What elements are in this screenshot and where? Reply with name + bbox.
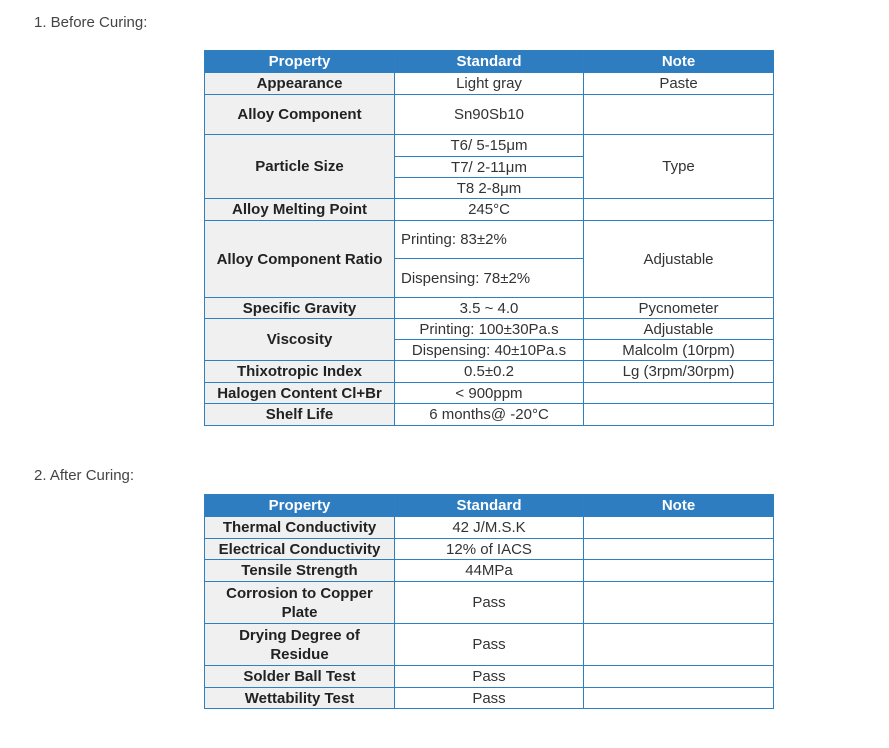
property-cell: Halogen Content Cl+Br: [205, 383, 395, 404]
table-row: [205, 666, 774, 688]
column-header-property: Property: [205, 495, 395, 517]
standard-cell: 0.5±0.2: [395, 361, 584, 383]
standard-cell: T7/ 2-11μm: [395, 157, 584, 178]
property-cell: Specific Gravity: [205, 298, 395, 319]
table-row: [205, 221, 774, 259]
note-cell: [584, 666, 774, 688]
table-row: [205, 199, 774, 221]
table-row: [205, 404, 774, 426]
standard-cell: 44MPa: [395, 560, 584, 582]
standard-cell: Dispensing: 40±10Pa.s: [395, 340, 584, 361]
note-cell: [584, 539, 774, 560]
note-cell: Type: [584, 135, 774, 199]
note-cell: [584, 95, 774, 135]
property-cell: Thermal Conductivity: [205, 517, 395, 539]
note-cell: [584, 582, 774, 624]
standard-cell: Pass: [395, 688, 584, 709]
after-curing-heading: 2. After Curing:: [34, 467, 135, 484]
standard-cell: Pass: [395, 624, 584, 666]
property-cell: Corrosion to Copper Plate: [205, 582, 395, 624]
note-cell: [584, 560, 774, 582]
standard-cell: 12% of IACS: [395, 539, 584, 560]
standard-cell: Printing: 83±2%: [395, 221, 584, 259]
standard-cell: Dispensing: 78±2%: [395, 259, 584, 298]
table-row: [205, 361, 774, 383]
table-row: [205, 517, 774, 539]
property-cell: Tensile Strength: [205, 560, 395, 582]
standard-cell: Sn90Sb10: [395, 95, 584, 135]
note-cell: [584, 624, 774, 666]
table-row: [205, 688, 774, 709]
property-cell: Particle Size: [205, 135, 395, 199]
standard-cell: Light gray: [395, 73, 584, 95]
before-curing-heading: 1. Before Curing:: [34, 14, 148, 31]
table-row: [205, 383, 774, 404]
standard-cell: T8 2-8μm: [395, 178, 584, 199]
property-cell: Alloy Melting Point: [205, 199, 395, 221]
property-cell: Drying Degree of Residue: [205, 624, 395, 666]
table-row: [205, 624, 774, 666]
property-cell: Viscosity: [205, 319, 395, 361]
standard-cell: 6 months@ -20°C: [395, 404, 584, 426]
before-curing-table: [204, 50, 774, 426]
standard-cell: < 900ppm: [395, 383, 584, 404]
note-cell: [584, 199, 774, 221]
note-cell: Malcolm (10rpm): [584, 340, 774, 361]
table-row: [205, 560, 774, 582]
note-cell: Adjustable: [584, 319, 774, 340]
standard-cell: Pass: [395, 582, 584, 624]
standard-cell: Printing: 100±30Pa.s: [395, 319, 584, 340]
property-cell: Solder Ball Test: [205, 666, 395, 688]
table-row: [205, 319, 774, 340]
table-row: [205, 135, 774, 157]
column-header-note: Note: [584, 51, 774, 73]
standard-cell: 245°C: [395, 199, 584, 221]
note-cell: [584, 383, 774, 404]
table-header-row: [205, 495, 774, 517]
column-header-standard: Standard: [395, 51, 584, 73]
table-row: [205, 95, 774, 135]
standard-cell: Pass: [395, 666, 584, 688]
column-header-standard: Standard: [395, 495, 584, 517]
table-row: [205, 73, 774, 95]
note-cell: Paste: [584, 73, 774, 95]
property-cell: Shelf Life: [205, 404, 395, 426]
note-cell: [584, 404, 774, 426]
note-cell: Adjustable: [584, 221, 774, 298]
table-row: [205, 582, 774, 624]
note-cell: Lg (3rpm/30rpm): [584, 361, 774, 383]
column-header-property: Property: [205, 51, 395, 73]
property-cell: Alloy Component: [205, 95, 395, 135]
table-row: [205, 298, 774, 319]
property-cell: Appearance: [205, 73, 395, 95]
property-cell: Wettability Test: [205, 688, 395, 709]
standard-cell: 42 J/M.S.K: [395, 517, 584, 539]
standard-cell: 3.5 ~ 4.0: [395, 298, 584, 319]
note-cell: Pycnometer: [584, 298, 774, 319]
after-curing-table: [204, 494, 774, 709]
property-cell: Electrical Conductivity: [205, 539, 395, 560]
column-header-note: Note: [584, 495, 774, 517]
property-cell: Alloy Component Ratio: [205, 221, 395, 298]
standard-cell: T6/ 5-15μm: [395, 135, 584, 157]
table-header-row: [205, 51, 774, 73]
note-cell: [584, 688, 774, 709]
note-cell: [584, 517, 774, 539]
property-cell: Thixotropic Index: [205, 361, 395, 383]
table-row: [205, 539, 774, 560]
